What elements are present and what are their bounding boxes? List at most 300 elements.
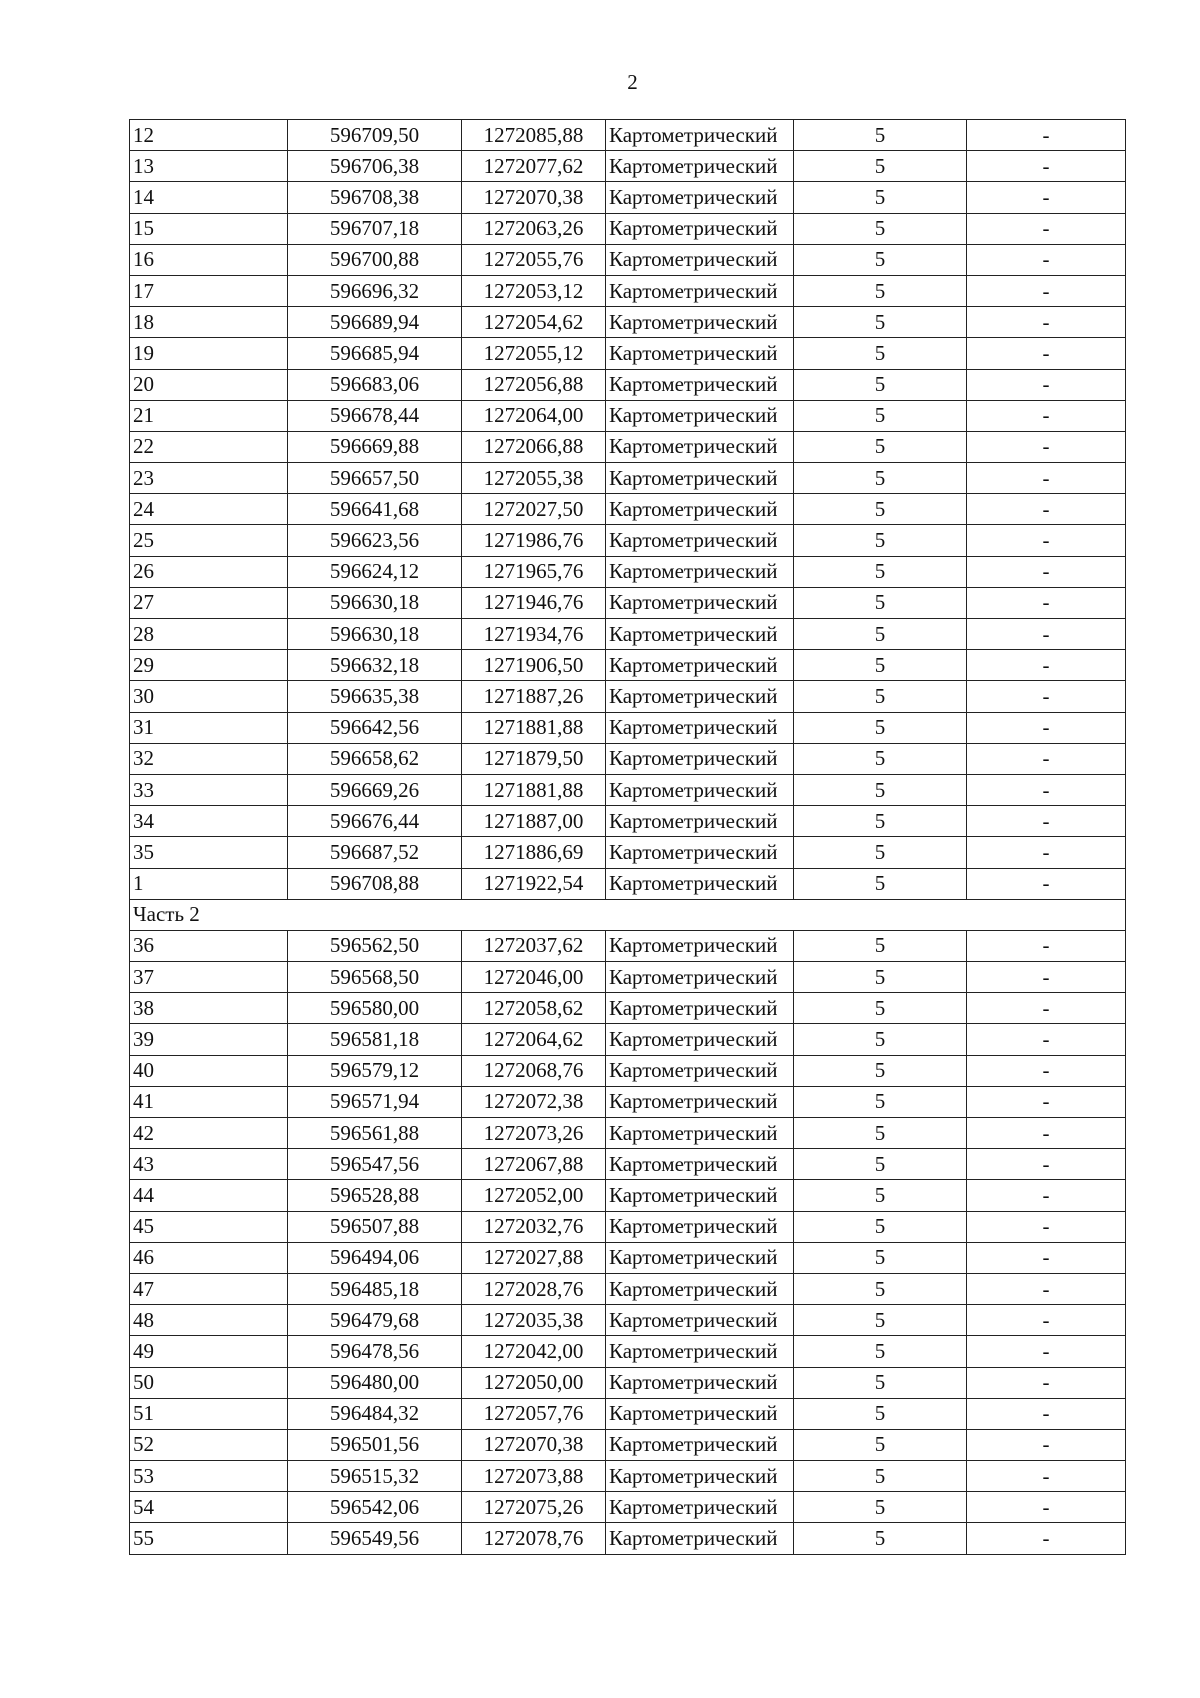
y-coordinate-cell: 1272035,38 (462, 1305, 606, 1336)
table-row (130, 400, 1126, 431)
part1-rows (130, 120, 1126, 900)
table-row (130, 650, 1126, 681)
note-cell: - (967, 1055, 1126, 1086)
note-cell: - (967, 400, 1126, 431)
method-cell: Картометрический (606, 774, 794, 805)
accuracy-cell: 5 (794, 681, 967, 712)
method-cell: Картометрический (606, 868, 794, 899)
x-coordinate-cell: 596657,50 (288, 463, 462, 494)
note-cell: - (967, 1149, 1126, 1180)
x-coordinate-cell: 596479,68 (288, 1305, 462, 1336)
point-number-cell: 40 (130, 1055, 288, 1086)
point-number-cell: 43 (130, 1149, 288, 1180)
accuracy-cell: 5 (794, 774, 967, 805)
x-coordinate-cell: 596632,18 (288, 650, 462, 681)
note-cell: - (967, 151, 1126, 182)
y-coordinate-cell: 1272050,00 (462, 1367, 606, 1398)
point-number-cell: 46 (130, 1242, 288, 1273)
method-cell: Картометрический (606, 525, 794, 556)
y-coordinate-cell: 1271922,54 (462, 868, 606, 899)
table-row (130, 587, 1126, 618)
x-coordinate-cell: 596561,88 (288, 1118, 462, 1149)
method-cell: Картометрический (606, 930, 794, 961)
method-cell: Картометрический (606, 587, 794, 618)
method-cell: Картометрический (606, 619, 794, 650)
method-cell: Картометрический (606, 1024, 794, 1055)
accuracy-cell: 5 (794, 556, 967, 587)
y-coordinate-cell: 1272054,62 (462, 307, 606, 338)
accuracy-cell: 5 (794, 806, 967, 837)
note-cell: - (967, 307, 1126, 338)
x-coordinate-cell: 596478,56 (288, 1336, 462, 1367)
table-row (130, 275, 1126, 306)
point-number-cell: 18 (130, 307, 288, 338)
x-coordinate-cell: 596579,12 (288, 1055, 462, 1086)
point-number-cell: 19 (130, 338, 288, 369)
note-cell: - (967, 681, 1126, 712)
table-row (130, 1367, 1126, 1398)
x-coordinate-cell: 596630,18 (288, 619, 462, 650)
page-number: 2 (627, 70, 638, 94)
method-cell: Картометрический (606, 1242, 794, 1273)
method-cell: Картометрический (606, 338, 794, 369)
table-row (130, 1055, 1126, 1086)
note-cell: - (967, 1398, 1126, 1429)
point-number-cell: 52 (130, 1429, 288, 1460)
x-coordinate-cell: 596568,50 (288, 962, 462, 993)
x-coordinate-cell: 596687,52 (288, 837, 462, 868)
method-cell: Картометрический (606, 1461, 794, 1492)
accuracy-cell: 5 (794, 182, 967, 213)
method-cell: Картометрический (606, 1086, 794, 1117)
table-row (130, 1398, 1126, 1429)
point-number-cell: 36 (130, 930, 288, 961)
table-row (130, 1242, 1126, 1273)
note-cell: - (967, 587, 1126, 618)
point-number-cell: 21 (130, 400, 288, 431)
x-coordinate-cell: 596708,88 (288, 868, 462, 899)
method-cell: Картометрический (606, 213, 794, 244)
method-cell: Картометрический (606, 182, 794, 213)
accuracy-cell: 5 (794, 1149, 967, 1180)
note-cell: - (967, 244, 1126, 275)
x-coordinate-cell: 596515,32 (288, 1461, 462, 1492)
table-row (130, 774, 1126, 805)
note-cell: - (967, 806, 1126, 837)
x-coordinate-cell: 596494,06 (288, 1242, 462, 1273)
accuracy-cell: 5 (794, 151, 967, 182)
method-cell: Картометрический (606, 743, 794, 774)
point-number-cell: 48 (130, 1305, 288, 1336)
y-coordinate-cell: 1272055,38 (462, 463, 606, 494)
note-cell: - (967, 1305, 1126, 1336)
method-cell: Картометрический (606, 120, 794, 151)
y-coordinate-cell: 1272068,76 (462, 1055, 606, 1086)
note-cell: - (967, 1273, 1126, 1304)
note-cell: - (967, 213, 1126, 244)
accuracy-cell: 5 (794, 463, 967, 494)
y-coordinate-cell: 1272053,12 (462, 275, 606, 306)
method-cell: Картометрический (606, 1398, 794, 1429)
accuracy-cell: 5 (794, 1055, 967, 1086)
part2-rows (130, 930, 1126, 1554)
x-coordinate-cell: 596708,38 (288, 182, 462, 213)
point-number-cell: 13 (130, 151, 288, 182)
x-coordinate-cell: 596571,94 (288, 1086, 462, 1117)
method-cell: Картометрический (606, 1149, 794, 1180)
accuracy-cell: 5 (794, 587, 967, 618)
y-coordinate-cell: 1271906,50 (462, 650, 606, 681)
method-cell: Картометрический (606, 1336, 794, 1367)
point-number-cell: 39 (130, 1024, 288, 1055)
x-coordinate-cell: 596689,94 (288, 307, 462, 338)
y-coordinate-cell: 1272027,88 (462, 1242, 606, 1273)
point-number-cell: 38 (130, 993, 288, 1024)
table-row (130, 1336, 1126, 1367)
table-row (130, 712, 1126, 743)
table-row (130, 151, 1126, 182)
method-cell: Картометрический (606, 1367, 794, 1398)
note-cell: - (967, 619, 1126, 650)
y-coordinate-cell: 1272073,88 (462, 1461, 606, 1492)
note-cell: - (967, 1523, 1126, 1554)
y-coordinate-cell: 1271886,69 (462, 837, 606, 868)
method-cell: Картометрический (606, 369, 794, 400)
table-row (130, 1273, 1126, 1304)
point-number-cell: 51 (130, 1398, 288, 1429)
table-row (130, 1429, 1126, 1460)
accuracy-cell: 5 (794, 868, 967, 899)
x-coordinate-cell: 596630,18 (288, 587, 462, 618)
point-number-cell: 50 (130, 1367, 288, 1398)
accuracy-cell: 5 (794, 1398, 967, 1429)
point-number-cell: 27 (130, 587, 288, 618)
table-row (130, 868, 1126, 899)
note-cell: - (967, 1024, 1126, 1055)
note-cell: - (967, 712, 1126, 743)
accuracy-cell: 5 (794, 1367, 967, 1398)
point-number-cell: 54 (130, 1492, 288, 1523)
x-coordinate-cell: 596683,06 (288, 369, 462, 400)
point-number-cell: 31 (130, 712, 288, 743)
y-coordinate-cell: 1272064,62 (462, 1024, 606, 1055)
y-coordinate-cell: 1272046,00 (462, 962, 606, 993)
table-row (130, 1211, 1126, 1242)
y-coordinate-cell: 1271881,88 (462, 712, 606, 743)
note-cell: - (967, 1336, 1126, 1367)
accuracy-cell: 5 (794, 1336, 967, 1367)
table-row (130, 930, 1126, 961)
accuracy-cell: 5 (794, 1211, 967, 1242)
table-row (130, 244, 1126, 275)
note-cell: - (967, 338, 1126, 369)
table-row (130, 1180, 1126, 1211)
table-row (130, 307, 1126, 338)
point-number-cell: 37 (130, 962, 288, 993)
point-number-cell: 53 (130, 1461, 288, 1492)
x-coordinate-cell: 596676,44 (288, 806, 462, 837)
table-row (130, 431, 1126, 462)
x-coordinate-cell: 596501,56 (288, 1429, 462, 1460)
point-number-cell: 14 (130, 182, 288, 213)
accuracy-cell: 5 (794, 525, 967, 556)
y-coordinate-cell: 1272057,76 (462, 1398, 606, 1429)
accuracy-cell: 5 (794, 619, 967, 650)
x-coordinate-cell: 596700,88 (288, 244, 462, 275)
x-coordinate-cell: 596581,18 (288, 1024, 462, 1055)
table-row (130, 120, 1126, 151)
x-coordinate-cell: 596484,32 (288, 1398, 462, 1429)
method-cell: Картометрический (606, 712, 794, 743)
x-coordinate-cell: 596709,50 (288, 120, 462, 151)
point-number-cell: 24 (130, 494, 288, 525)
note-cell: - (967, 1118, 1126, 1149)
note-cell: - (967, 774, 1126, 805)
table-row (130, 213, 1126, 244)
accuracy-cell: 5 (794, 244, 967, 275)
y-coordinate-cell: 1272027,50 (462, 494, 606, 525)
accuracy-cell: 5 (794, 120, 967, 151)
point-number-cell: 30 (130, 681, 288, 712)
note-cell: - (967, 431, 1126, 462)
note-cell: - (967, 494, 1126, 525)
y-coordinate-cell: 1271887,00 (462, 806, 606, 837)
point-number-cell: 35 (130, 837, 288, 868)
method-cell: Картометрический (606, 494, 794, 525)
method-cell: Картометрический (606, 400, 794, 431)
method-cell: Картометрический (606, 1305, 794, 1336)
y-coordinate-cell: 1272055,12 (462, 338, 606, 369)
note-cell: - (967, 993, 1126, 1024)
note-cell: - (967, 1242, 1126, 1273)
x-coordinate-cell: 596507,88 (288, 1211, 462, 1242)
x-coordinate-cell: 596562,50 (288, 930, 462, 961)
method-cell: Картометрический (606, 1429, 794, 1460)
x-coordinate-cell: 596669,26 (288, 774, 462, 805)
y-coordinate-cell: 1272032,76 (462, 1211, 606, 1242)
point-number-cell: 16 (130, 244, 288, 275)
note-cell: - (967, 1461, 1126, 1492)
point-number-cell: 1 (130, 868, 288, 899)
x-coordinate-cell: 596549,56 (288, 1523, 462, 1554)
accuracy-cell: 5 (794, 1429, 967, 1460)
x-coordinate-cell: 596658,62 (288, 743, 462, 774)
accuracy-cell: 5 (794, 930, 967, 961)
accuracy-cell: 5 (794, 431, 967, 462)
accuracy-cell: 5 (794, 400, 967, 431)
method-cell: Картометрический (606, 1492, 794, 1523)
accuracy-cell: 5 (794, 1461, 967, 1492)
point-number-cell: 20 (130, 369, 288, 400)
accuracy-cell: 5 (794, 1305, 967, 1336)
y-coordinate-cell: 1271986,76 (462, 525, 606, 556)
y-coordinate-cell: 1272066,88 (462, 431, 606, 462)
x-coordinate-cell: 596685,94 (288, 338, 462, 369)
y-coordinate-cell: 1271887,26 (462, 681, 606, 712)
point-number-cell: 42 (130, 1118, 288, 1149)
table-row (130, 338, 1126, 369)
y-coordinate-cell: 1272067,88 (462, 1149, 606, 1180)
y-coordinate-cell: 1271879,50 (462, 743, 606, 774)
x-coordinate-cell: 596706,38 (288, 151, 462, 182)
table-row (130, 1492, 1126, 1523)
table-row (130, 681, 1126, 712)
x-coordinate-cell: 596528,88 (288, 1180, 462, 1211)
accuracy-cell: 5 (794, 275, 967, 306)
method-cell: Картометрический (606, 1180, 794, 1211)
point-number-cell: 55 (130, 1523, 288, 1554)
x-coordinate-cell: 596696,32 (288, 275, 462, 306)
method-cell: Картометрический (606, 1118, 794, 1149)
note-cell: - (967, 868, 1126, 899)
table-row (130, 1086, 1126, 1117)
table-row (130, 369, 1126, 400)
point-number-cell: 32 (130, 743, 288, 774)
method-cell: Картометрический (606, 307, 794, 338)
coordinates-table (129, 119, 1126, 1555)
table-row (130, 1149, 1126, 1180)
table-row (130, 1461, 1126, 1492)
note-cell: - (967, 1367, 1126, 1398)
method-cell: Картометрический (606, 681, 794, 712)
note-cell: - (967, 369, 1126, 400)
note-cell: - (967, 1429, 1126, 1460)
x-coordinate-cell: 596624,12 (288, 556, 462, 587)
x-coordinate-cell: 596623,56 (288, 525, 462, 556)
method-cell: Картометрический (606, 806, 794, 837)
y-coordinate-cell: 1272056,88 (462, 369, 606, 400)
accuracy-cell: 5 (794, 1273, 967, 1304)
note-cell: - (967, 1180, 1126, 1211)
accuracy-cell: 5 (794, 743, 967, 774)
method-cell: Картометрический (606, 837, 794, 868)
accuracy-cell: 5 (794, 307, 967, 338)
accuracy-cell: 5 (794, 1024, 967, 1055)
x-coordinate-cell: 596635,38 (288, 681, 462, 712)
note-cell: - (967, 275, 1126, 306)
accuracy-cell: 5 (794, 338, 967, 369)
y-coordinate-cell: 1272064,00 (462, 400, 606, 431)
point-number-cell: 26 (130, 556, 288, 587)
accuracy-cell: 5 (794, 494, 967, 525)
point-number-cell: 34 (130, 806, 288, 837)
accuracy-cell: 5 (794, 712, 967, 743)
y-coordinate-cell: 1271881,88 (462, 774, 606, 805)
table-row (130, 806, 1126, 837)
table-row (130, 993, 1126, 1024)
x-coordinate-cell: 596641,68 (288, 494, 462, 525)
point-number-cell: 49 (130, 1336, 288, 1367)
note-cell: - (967, 962, 1126, 993)
method-cell: Картометрический (606, 463, 794, 494)
note-cell: - (967, 1211, 1126, 1242)
note-cell: - (967, 120, 1126, 151)
x-coordinate-cell: 596669,88 (288, 431, 462, 462)
note-cell: - (967, 930, 1126, 961)
accuracy-cell: 5 (794, 650, 967, 681)
method-cell: Картометрический (606, 993, 794, 1024)
x-coordinate-cell: 596542,06 (288, 1492, 462, 1523)
point-number-cell: 25 (130, 525, 288, 556)
x-coordinate-cell: 596485,18 (288, 1273, 462, 1304)
accuracy-cell: 5 (794, 1242, 967, 1273)
table-row (130, 1523, 1126, 1554)
point-number-cell: 23 (130, 463, 288, 494)
y-coordinate-cell: 1272063,26 (462, 213, 606, 244)
point-number-cell: 44 (130, 1180, 288, 1211)
note-cell: - (967, 743, 1126, 774)
accuracy-cell: 5 (794, 962, 967, 993)
method-cell: Картометрический (606, 1273, 794, 1304)
method-cell: Картометрический (606, 650, 794, 681)
method-cell: Картометрический (606, 1523, 794, 1554)
table-row (130, 463, 1126, 494)
table-row (130, 837, 1126, 868)
y-coordinate-cell: 1272055,76 (462, 244, 606, 275)
accuracy-cell: 5 (794, 213, 967, 244)
table-row (130, 525, 1126, 556)
method-cell: Картометрический (606, 275, 794, 306)
method-cell: Картометрический (606, 1055, 794, 1086)
point-number-cell: 29 (130, 650, 288, 681)
point-number-cell: 28 (130, 619, 288, 650)
y-coordinate-cell: 1272072,38 (462, 1086, 606, 1117)
method-cell: Картометрический (606, 244, 794, 275)
accuracy-cell: 5 (794, 837, 967, 868)
accuracy-cell: 5 (794, 1523, 967, 1554)
y-coordinate-cell: 1272037,62 (462, 930, 606, 961)
x-coordinate-cell: 596580,00 (288, 993, 462, 1024)
section-row (130, 899, 1126, 930)
note-cell: - (967, 1086, 1126, 1117)
note-cell: - (967, 463, 1126, 494)
table-row (130, 743, 1126, 774)
table-row (130, 1305, 1126, 1336)
point-number-cell: 45 (130, 1211, 288, 1242)
y-coordinate-cell: 1272042,00 (462, 1336, 606, 1367)
y-coordinate-cell: 1272078,76 (462, 1523, 606, 1554)
table-row (130, 494, 1126, 525)
method-cell: Картометрический (606, 1211, 794, 1242)
y-coordinate-cell: 1272070,38 (462, 182, 606, 213)
accuracy-cell: 5 (794, 1118, 967, 1149)
point-number-cell: 33 (130, 774, 288, 805)
note-cell: - (967, 650, 1126, 681)
x-coordinate-cell: 596547,56 (288, 1149, 462, 1180)
method-cell: Картометрический (606, 431, 794, 462)
table-row (130, 182, 1126, 213)
y-coordinate-cell: 1272052,00 (462, 1180, 606, 1211)
method-cell: Картометрический (606, 962, 794, 993)
accuracy-cell: 5 (794, 369, 967, 400)
method-cell: Картометрический (606, 556, 794, 587)
x-coordinate-cell: 596678,44 (288, 400, 462, 431)
accuracy-cell: 5 (794, 1180, 967, 1211)
accuracy-cell: 5 (794, 993, 967, 1024)
table-row (130, 1024, 1126, 1055)
x-coordinate-cell: 596642,56 (288, 712, 462, 743)
y-coordinate-cell: 1272077,62 (462, 151, 606, 182)
y-coordinate-cell: 1271946,76 (462, 587, 606, 618)
note-cell: - (967, 556, 1126, 587)
point-number-cell: 12 (130, 120, 288, 151)
method-cell: Картометрический (606, 151, 794, 182)
point-number-cell: 22 (130, 431, 288, 462)
table-row (130, 962, 1126, 993)
table-row (130, 1118, 1126, 1149)
section-label: Часть 2 (130, 899, 1126, 930)
y-coordinate-cell: 1272028,76 (462, 1273, 606, 1304)
